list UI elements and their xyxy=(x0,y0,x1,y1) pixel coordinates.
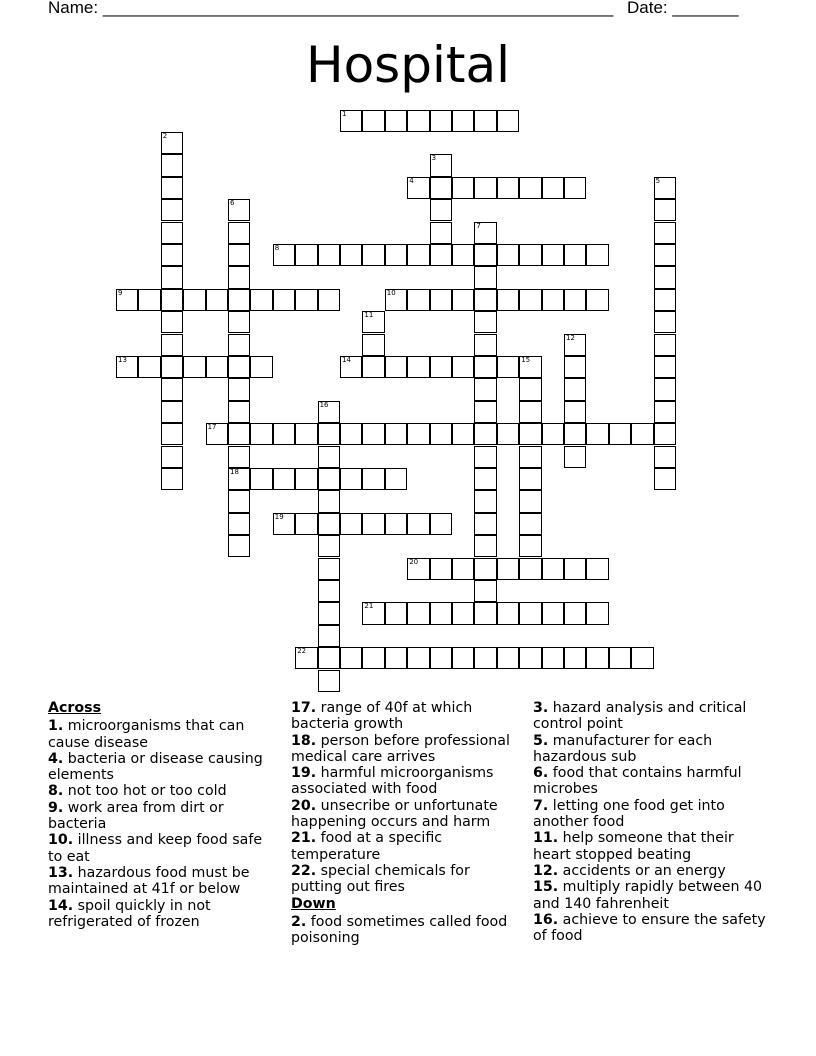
grid-cell[interactable] xyxy=(430,647,452,669)
grid-cell[interactable] xyxy=(407,289,429,311)
grid-cell[interactable] xyxy=(631,423,653,445)
grid-cell[interactable] xyxy=(564,401,586,423)
grid-cell[interactable] xyxy=(519,244,541,266)
grid-cell[interactable] xyxy=(631,647,653,669)
grid-cell[interactable] xyxy=(452,356,474,378)
grid-cell[interactable] xyxy=(564,334,586,356)
grid-cell[interactable] xyxy=(385,289,407,311)
clue-across-10: 10. illness and keep food safe to eat xyxy=(48,832,263,865)
grid-cell[interactable] xyxy=(362,468,384,490)
grid-cell[interactable] xyxy=(497,177,519,199)
grid-cell[interactable] xyxy=(138,289,160,311)
grid-cell[interactable] xyxy=(183,289,205,311)
grid-cell[interactable] xyxy=(452,602,474,624)
date-label: Date: xyxy=(627,0,668,17)
grid-cell[interactable] xyxy=(161,289,183,311)
clue-across-17: 17. range of 40f at which bacteria growth xyxy=(291,700,473,733)
grid-cell[interactable] xyxy=(519,401,541,423)
grid-cell[interactable] xyxy=(407,244,429,266)
clue-down-12: 12. accidents or an energy xyxy=(533,862,726,879)
grid-cell[interactable] xyxy=(228,222,250,244)
grid-cell[interactable] xyxy=(586,647,608,669)
grid-cell[interactable] xyxy=(228,535,250,557)
grid-cell[interactable] xyxy=(385,356,407,378)
grid-cell[interactable] xyxy=(586,558,608,580)
grid-cell[interactable] xyxy=(542,244,564,266)
name-label: Name: xyxy=(48,0,99,17)
grid-cell[interactable] xyxy=(519,558,541,580)
grid-cell[interactable] xyxy=(474,289,496,311)
grid-cell[interactable] xyxy=(295,423,317,445)
grid-cell[interactable] xyxy=(318,401,340,423)
grid-cell[interactable] xyxy=(318,513,340,535)
grid-cell[interactable] xyxy=(430,177,452,199)
grid-cell[interactable] xyxy=(340,356,362,378)
grid-cell[interactable] xyxy=(318,580,340,602)
grid-cell[interactable] xyxy=(161,266,183,288)
grid-cell[interactable] xyxy=(474,490,496,512)
date-blank[interactable]: _______ xyxy=(672,0,739,17)
grid-cell[interactable] xyxy=(228,311,250,333)
grid-cell[interactable] xyxy=(519,535,541,557)
grid-cell[interactable] xyxy=(430,423,452,445)
grid-cell[interactable] xyxy=(474,110,496,132)
grid-cell[interactable] xyxy=(430,558,452,580)
grid-cell[interactable] xyxy=(228,378,250,400)
grid-cell[interactable] xyxy=(161,177,183,199)
grid-cell[interactable] xyxy=(318,490,340,512)
grid-cell[interactable] xyxy=(228,289,250,311)
grid-cell[interactable] xyxy=(407,110,429,132)
clue-across-1: 1. microorganisms that can cause disease xyxy=(48,718,245,751)
clue-down-11: 11. help someone that their heart stopped beating xyxy=(533,830,734,863)
grid-cell[interactable] xyxy=(362,356,384,378)
grid-cell[interactable] xyxy=(250,468,272,490)
grid-cell[interactable] xyxy=(564,423,586,445)
grid-cell[interactable] xyxy=(452,110,474,132)
clue-across-8: 8. not too hot or too cold xyxy=(48,783,227,800)
grid-cell[interactable] xyxy=(407,423,429,445)
grid-cell[interactable] xyxy=(609,423,631,445)
grid-cell[interactable] xyxy=(542,647,564,669)
grid-cell[interactable] xyxy=(519,356,541,378)
clue-across-18: 18. person before professional medical care arrives xyxy=(291,732,510,765)
grid-cell[interactable] xyxy=(452,289,474,311)
grid-cell[interactable] xyxy=(228,244,250,266)
page-title: Hospital xyxy=(305,36,510,94)
grid-cell[interactable] xyxy=(654,244,676,266)
grid-cell[interactable] xyxy=(497,423,519,445)
grid-cell[interactable] xyxy=(273,289,295,311)
grid-cell[interactable] xyxy=(474,401,496,423)
grid-cell[interactable] xyxy=(430,602,452,624)
grid-cell[interactable] xyxy=(474,334,496,356)
grid-cell[interactable] xyxy=(474,222,496,244)
grid-cell[interactable] xyxy=(430,199,452,221)
clue-across-9: 9. work area from dirt or bacteria xyxy=(48,799,224,833)
grid-cell[interactable] xyxy=(407,602,429,624)
grid-cell[interactable] xyxy=(497,647,519,669)
grid-cell[interactable] xyxy=(206,356,228,378)
cell-number: 10 xyxy=(386,288,396,297)
grid-cell[interactable] xyxy=(407,558,429,580)
grid-cell[interactable] xyxy=(161,222,183,244)
grid-cell[interactable] xyxy=(385,244,407,266)
grid-cell[interactable] xyxy=(228,401,250,423)
grid-cell[interactable] xyxy=(116,289,138,311)
clue-across-4: 4. bacteria or disease causing elements xyxy=(48,750,263,784)
grid-cell[interactable] xyxy=(564,378,586,400)
grid-cell[interactable] xyxy=(452,647,474,669)
grid-cell[interactable] xyxy=(474,356,496,378)
grid-cell[interactable] xyxy=(654,468,676,490)
grid-cell[interactable] xyxy=(183,356,205,378)
grid-cell[interactable] xyxy=(519,490,541,512)
grid-cell[interactable] xyxy=(318,670,340,692)
grid-cell[interactable] xyxy=(430,356,452,378)
grid-cell[interactable] xyxy=(161,334,183,356)
grid-cell[interactable] xyxy=(295,289,317,311)
grid-cell[interactable] xyxy=(206,423,228,445)
grid-cell[interactable] xyxy=(497,558,519,580)
grid-cell[interactable] xyxy=(474,446,496,468)
grid-cell[interactable] xyxy=(228,490,250,512)
grid-cell[interactable] xyxy=(497,244,519,266)
grid-cell[interactable] xyxy=(295,513,317,535)
clue-down-5: 5. manufacturer for each hazardous sub xyxy=(533,732,713,765)
grid-cell[interactable] xyxy=(452,244,474,266)
clues-column-1 xyxy=(48,700,280,930)
grid-cell[interactable] xyxy=(654,266,676,288)
grid-cell[interactable] xyxy=(250,289,272,311)
grid-cell[interactable] xyxy=(474,423,496,445)
cell-number: 14 xyxy=(342,355,351,364)
grid-cell[interactable] xyxy=(474,513,496,535)
cell-number: 22 xyxy=(297,647,307,656)
grid-cell[interactable] xyxy=(564,244,586,266)
grid-cell[interactable] xyxy=(385,423,407,445)
grid-cell[interactable] xyxy=(586,602,608,624)
grid-cell[interactable] xyxy=(564,647,586,669)
cell-number: 16 xyxy=(319,400,329,409)
cell-number: 6 xyxy=(230,199,235,208)
cell-number: 13 xyxy=(118,355,127,364)
clue-down-7: 7. letting one food get into another food xyxy=(533,797,725,831)
grid-cell[interactable] xyxy=(519,423,541,445)
cell-number: 2 xyxy=(162,131,168,140)
grid-cell[interactable] xyxy=(586,289,608,311)
cell-number: 8 xyxy=(274,243,280,252)
grid-cell[interactable] xyxy=(430,222,452,244)
grid-cell[interactable] xyxy=(609,647,631,669)
grid-cell[interactable] xyxy=(452,558,474,580)
grid-cell[interactable] xyxy=(407,647,429,669)
grid-cell[interactable] xyxy=(273,423,295,445)
grid-cell[interactable] xyxy=(385,110,407,132)
grid-cell[interactable] xyxy=(542,423,564,445)
grid-cell[interactable] xyxy=(295,647,317,669)
grid-cell[interactable] xyxy=(362,513,384,535)
grid-cell[interactable] xyxy=(474,378,496,400)
clue-down-16: 16. achieve to ensure the safety of food xyxy=(533,911,766,945)
grid-cell[interactable] xyxy=(519,446,541,468)
cell-number: 11 xyxy=(364,311,374,320)
grid-cell[interactable] xyxy=(362,334,384,356)
grid-cell[interactable] xyxy=(228,446,250,468)
grid-cell[interactable] xyxy=(430,289,452,311)
grid-cell[interactable] xyxy=(497,110,519,132)
grid-cell[interactable] xyxy=(564,177,586,199)
grid-cell[interactable] xyxy=(295,468,317,490)
grid-cell[interactable] xyxy=(474,558,496,580)
grid-cell[interactable] xyxy=(654,401,676,423)
grid-cell[interactable] xyxy=(228,423,250,445)
grid-cell[interactable] xyxy=(385,468,407,490)
cell-number: 7 xyxy=(476,221,481,230)
grid-cell[interactable] xyxy=(542,289,564,311)
grid-cell[interactable] xyxy=(362,311,384,333)
grid-cell[interactable] xyxy=(161,132,183,154)
grid-cell[interactable] xyxy=(318,625,340,647)
grid-cell[interactable] xyxy=(228,468,250,490)
name-blank[interactable]: ______________________________________________________ xyxy=(102,0,614,17)
down-heading: Down xyxy=(291,895,336,912)
grid-cell[interactable] xyxy=(295,244,317,266)
grid-cell[interactable] xyxy=(250,356,272,378)
grid-cell[interactable] xyxy=(362,647,384,669)
grid-cell[interactable] xyxy=(385,602,407,624)
grid-cell[interactable] xyxy=(586,244,608,266)
clue-down-3: 3. hazard analysis and critical control point xyxy=(533,700,747,733)
grid-cell[interactable] xyxy=(228,513,250,535)
clue-down-6: 6. food that contains harmful microbes xyxy=(533,765,742,798)
cell-number: 18 xyxy=(230,467,239,476)
across-heading: Across xyxy=(48,700,102,716)
grid-cell[interactable] xyxy=(474,266,496,288)
grid-cell[interactable] xyxy=(564,558,586,580)
grid-cell[interactable] xyxy=(161,446,183,468)
clue-down-2: 2. food sometimes called food poisoning xyxy=(291,913,508,947)
grid-cell[interactable] xyxy=(362,244,384,266)
grid-cell[interactable] xyxy=(474,311,496,333)
grid-cell[interactable] xyxy=(318,289,340,311)
grid-cell[interactable] xyxy=(519,602,541,624)
grid-cell[interactable] xyxy=(497,602,519,624)
clue-down-15: 15. multiply rapidly between 40 and 140 fahrenheit xyxy=(533,879,763,912)
grid-cell[interactable] xyxy=(654,446,676,468)
cell-number: 12 xyxy=(566,333,575,342)
cell-number: 9 xyxy=(118,288,123,297)
grid-cell[interactable] xyxy=(654,289,676,311)
cell-number: 20 xyxy=(409,557,419,566)
grid-cell[interactable] xyxy=(362,423,384,445)
clue-across-22: 22. special chemicals for putting out fires xyxy=(291,862,470,896)
grid-cell[interactable] xyxy=(273,244,295,266)
cell-number: 15 xyxy=(521,355,531,364)
grid-cell[interactable] xyxy=(161,199,183,221)
grid-cell[interactable] xyxy=(340,244,362,266)
grid-cell[interactable] xyxy=(564,289,586,311)
grid-cell[interactable] xyxy=(318,602,340,624)
grid-cell[interactable] xyxy=(318,423,340,445)
grid-cell[interactable] xyxy=(273,468,295,490)
grid-cell[interactable] xyxy=(430,513,452,535)
clue-across-20: 20. unsecribe or unfortunate happening occurs and harm xyxy=(291,797,498,831)
grid-cell[interactable] xyxy=(340,468,362,490)
grid-cell[interactable] xyxy=(519,647,541,669)
grid-cell[interactable] xyxy=(161,423,183,445)
grid-cell[interactable] xyxy=(542,602,564,624)
grid-cell[interactable] xyxy=(385,647,407,669)
cell-number: 17 xyxy=(207,423,217,432)
grid-cell[interactable] xyxy=(474,244,496,266)
grid-cell[interactable] xyxy=(161,468,183,490)
grid-cell[interactable] xyxy=(138,356,160,378)
clues-column-2 xyxy=(291,700,523,946)
grid-cell[interactable] xyxy=(564,602,586,624)
grid-cell[interactable] xyxy=(318,647,340,669)
grid-cell[interactable] xyxy=(116,356,138,378)
grid-cell[interactable] xyxy=(362,602,384,624)
grid-cell[interactable] xyxy=(161,401,183,423)
grid-cell[interactable] xyxy=(564,446,586,468)
grid-cell[interactable] xyxy=(654,311,676,333)
grid-cell[interactable] xyxy=(654,356,676,378)
grid-cell[interactable] xyxy=(430,110,452,132)
grid-cell[interactable] xyxy=(497,289,519,311)
grid-cell[interactable] xyxy=(586,423,608,445)
cell-number: 4 xyxy=(409,176,414,185)
grid-cell[interactable] xyxy=(474,602,496,624)
grid-cell[interactable] xyxy=(542,177,564,199)
grid-cell[interactable] xyxy=(228,334,250,356)
grid-cell[interactable] xyxy=(318,558,340,580)
grid-cell[interactable] xyxy=(161,356,183,378)
grid-cell[interactable] xyxy=(340,423,362,445)
grid-cell[interactable] xyxy=(161,244,183,266)
grid-cell[interactable] xyxy=(430,154,452,176)
grid-cell[interactable] xyxy=(474,535,496,557)
grid-cell[interactable] xyxy=(474,580,496,602)
grid-cell[interactable] xyxy=(228,266,250,288)
grid-cell[interactable] xyxy=(407,513,429,535)
cell-number: 1 xyxy=(342,109,347,118)
grid-cell[interactable] xyxy=(654,222,676,244)
grid-cell[interactable] xyxy=(452,423,474,445)
grid-cell[interactable] xyxy=(654,199,676,221)
grid-cell[interactable] xyxy=(474,647,496,669)
grid-cell[interactable] xyxy=(318,468,340,490)
grid-cell[interactable] xyxy=(542,558,564,580)
grid-cell[interactable] xyxy=(430,244,452,266)
grid-cell[interactable] xyxy=(654,177,676,199)
cell-number: 21 xyxy=(364,602,374,611)
grid-cell[interactable] xyxy=(519,177,541,199)
grid-cell[interactable] xyxy=(228,199,250,221)
grid-cell[interactable] xyxy=(161,311,183,333)
grid-cell[interactable] xyxy=(452,177,474,199)
grid-cell[interactable] xyxy=(654,378,676,400)
grid-cell[interactable] xyxy=(318,535,340,557)
grid-cell[interactable] xyxy=(519,289,541,311)
clue-across-19: 19. harmful microorganisms associated with food xyxy=(291,765,494,798)
clues-column-3 xyxy=(533,700,773,944)
grid-cell[interactable] xyxy=(161,378,183,400)
grid-cell[interactable] xyxy=(318,244,340,266)
grid-cell[interactable] xyxy=(340,513,362,535)
grid-cell[interactable] xyxy=(250,423,272,445)
clue-across-14: 14. spoil quickly in not refrigerated of frozen xyxy=(48,897,211,930)
grid-cell[interactable] xyxy=(161,154,183,176)
cell-number: 19 xyxy=(274,512,284,521)
clue-across-21: 21. food at a specific temperature xyxy=(291,830,443,863)
grid-cell[interactable] xyxy=(385,513,407,535)
grid-cell[interactable] xyxy=(228,356,250,378)
grid-cell[interactable] xyxy=(474,177,496,199)
clue-across-13: 13. hazardous food must be maintained at 41f or below xyxy=(48,864,250,898)
grid-cell[interactable] xyxy=(564,356,586,378)
grid-cell[interactable] xyxy=(362,110,384,132)
grid-cell[interactable] xyxy=(407,356,429,378)
grid-cell[interactable] xyxy=(407,177,429,199)
grid-cell[interactable] xyxy=(474,468,496,490)
grid-cell[interactable] xyxy=(519,378,541,400)
grid-cell[interactable] xyxy=(340,110,362,132)
grid-cell[interactable] xyxy=(519,513,541,535)
grid-cell[interactable] xyxy=(654,334,676,356)
cell-number: 3 xyxy=(431,154,437,163)
grid-cell[interactable] xyxy=(519,468,541,490)
grid-cell[interactable] xyxy=(497,356,519,378)
grid-cell[interactable] xyxy=(340,647,362,669)
grid-cell[interactable] xyxy=(206,289,228,311)
cell-number: 5 xyxy=(655,176,661,185)
grid-cell[interactable] xyxy=(654,423,676,445)
grid-cell[interactable] xyxy=(318,446,340,468)
grid-cell[interactable] xyxy=(273,513,295,535)
